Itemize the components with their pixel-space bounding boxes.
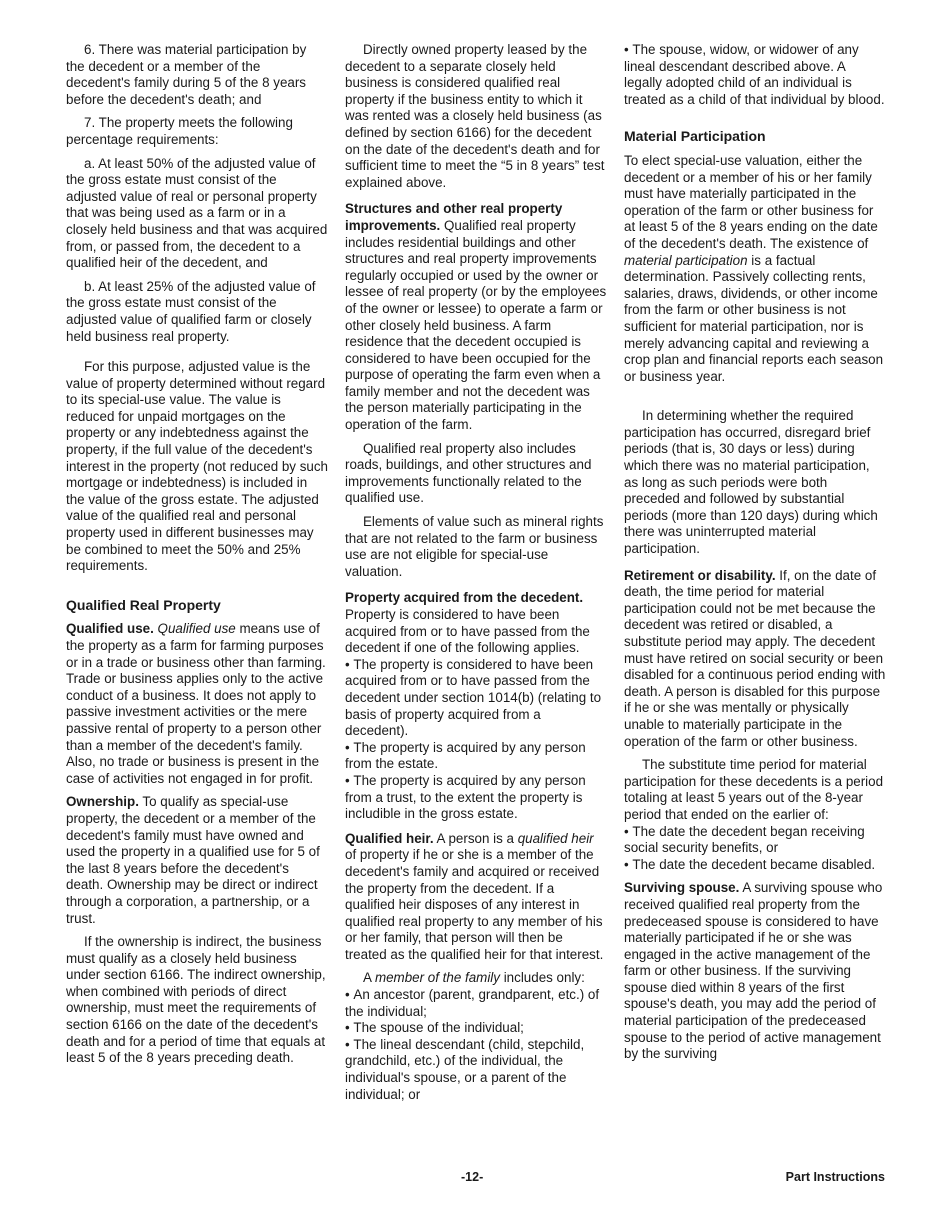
column-2 <box>345 42 607 1103</box>
bullet-item: • The spouse, widow, or widower of any lineal descendant described above. A legally adopted child of an individual is treated as a child of that individual by blood. <box>624 42 886 108</box>
run-in-heading: Structures and other real property improvements. <box>345 201 563 233</box>
paragraph <box>345 831 607 964</box>
bullet-item: • The date the decedent began receiving social security benefits, or <box>624 824 886 857</box>
emphasis: material participation <box>624 252 748 268</box>
paragraph: 7. The property meets the following percentage requirements: <box>66 115 293 147</box>
footer-title: Part Instructions <box>785 1170 885 1184</box>
paragraph <box>66 794 328 927</box>
paragraph: In determining whether the required participation has occurred, disregard brief periods (that is, 30 days or less) during which there was no material participation, as long as such periods were both preceded and followed by substantial periods (more than 120 days) during which there was uninterrupted material participation. <box>624 408 878 557</box>
spacer <box>624 392 886 408</box>
bullet-item: • The property is acquired by any person from a trust, to the extent the property is includible in the gross estate. <box>345 773 607 823</box>
paragraph-text: is a factual determination. Passively collecting rents, salaries, draws, dividends, or other income from the farm or other business is not sufficient for material participation, nor is merely advancing capital and reviewing a crop plan and financial reports each season or business year. <box>624 252 884 384</box>
paragraph <box>624 568 886 751</box>
run-in-heading: Qualified heir. <box>345 830 434 846</box>
run-in-heading: Qualified use. <box>66 621 154 637</box>
paragraph-text: of property if he or she is a member of the decedent's family and acquired or received the property from the decedent. If a qualified heir disposes of any interest in qualified real property to any member of his or her family, that person will then be treated as the qualified heir for that interest. <box>345 847 604 962</box>
paragraph: Elements of value such as mineral rights that are not related to the farm or business use are not eligible for special-use valuation. <box>345 514 604 579</box>
emphasis: qualified heir <box>517 830 594 846</box>
bullet-item: • The lineal descendant (child, stepchild, grandchild, etc.) of the individual, the individual's spouse, or a parent of the individual; or <box>345 1037 607 1103</box>
emphasis: Qualified use <box>157 621 236 637</box>
paragraph: b. At least 25% of the adjusted value of the gross estate must consist of the adjusted value of qualified farm or closely held business real property. <box>66 278 316 344</box>
paragraph-text: A surviving spouse who received qualified real property from the predeceased spouse is considered to have materially participated if he or she was engaged in the active management of the farm or other business. If the surviving spouse died within 8 years of the first spouse's death, you may add the period of material participation of the predeceased spouse to the period of active management by the surviving <box>624 880 883 1062</box>
paragraph-text: A <box>363 970 372 986</box>
bullet-item: • The date the decedent became disabled. <box>624 857 886 874</box>
emphasis: member of the family <box>374 970 500 986</box>
paragraph-text: To qualify as special-use property, the decedent or a member of the decedent's family must have owned and used the property in a qualified use for 5 of the last 8 years before the decedent's death. Ownership may be direct or indirect through a corporation, a partnership, or a trust. <box>66 794 320 926</box>
run-in-heading: Property acquired from the decedent. <box>345 590 584 606</box>
paragraph <box>624 880 886 1063</box>
paragraph-text: Qualified real property includes residential buildings and other structures and real property improvements regularly occupied or used by the owner or lessee of real property (or by the employees of the owner or lessee) to operate a farm or other closely held business. A farm residence that the decedent occupied is considered to have been occupied for the purpose of operating the farm even when a family member and not the decedent was the person materially participating in the operation of the farm. <box>345 217 607 433</box>
bullet-item: • An ancestor (parent, grandparent, etc.) of the individual; <box>345 987 607 1020</box>
section-heading: Qualified Real Property <box>66 596 221 613</box>
paragraph-text: To elect special-use valuation, either the decedent or a member of his or her family must have materially participated in the operation of the farm or other business for at least 5 of the 8 years ending on the date of the decedent's death. The existence of <box>624 152 878 251</box>
paragraph <box>66 621 328 787</box>
paragraph: Qualified real property also includes roads, buildings, and other structures and improvements functionally related to the qualified use. <box>345 440 592 506</box>
page-number: -12- <box>461 1170 484 1184</box>
bullet-item: • The spouse of the individual; <box>345 1020 607 1037</box>
column-3 <box>624 42 886 1070</box>
run-in-heading: Ownership. <box>66 794 139 810</box>
paragraph: If the ownership is indirect, the business must qualify as a closely held business under section 6166. The indirect ownership, when combined with periods of direct ownership, must meet the requirements of section 6166 on the date of the decedent's death and for a period of time that equals at least 5 of the 8 years preceding death. <box>66 934 326 1066</box>
paragraph-text: If, on the date of death, the time period for material participation could not be met because the decedent was retired or disabled, a substitute period may apply. The decedent must have retired on social security or been disabled for a continuous period ending with death. A person is disabled for this purpose if he or she was mentally or physically unable to materially participate in the operation of the farm or other business. <box>624 567 886 749</box>
paragraph: The substitute time period for material participation for these decedents is a period totaling at least 5 years out of the 8-year period that ended on the earlier of: <box>624 757 884 822</box>
column-1 <box>66 42 328 1074</box>
paragraph: Directly owned property leased by the decedent to a separate closely held business is considered qualified real property if the business entity to which it was rented was a closely held business (as defined by section 6166) for the decedent on the date of the decedent's death and for sufficient time to meet the “5 in 8 years” test explained above. <box>345 42 605 190</box>
paragraph-text: means use of the property as a farm for farming purposes or in a trade or business other than farming. Trade or business applies only to the active conduct of a business. It does not apply to passive investment activities or the mere passive rental of property to a person other than a member of the decedent's family. Also, no trade or business is present in the case of activities not engaged in for profit. <box>66 621 326 786</box>
paragraph <box>345 201 607 433</box>
paragraph-text: includes only: <box>503 970 585 986</box>
bullet-item: • The property is acquired by any person from the estate. <box>345 740 607 773</box>
paragraph-text: Property is considered to have been acquired from or to have passed from the decedent if one of the following applies. <box>345 607 590 656</box>
paragraph <box>345 590 607 656</box>
run-in-heading: Retirement or disability. <box>624 567 776 583</box>
paragraph: For this purpose, adjusted value is the value of property determined without regard to its special-use value. The value is reduced for unpaid mortgages on the property or any indebtedness against the property, if the full value of the decedent's interest in the property (not reduced by such mortgage or indebtedness) is included in the value of the gross estate. The adjusted value of the qualified real and personal property used in different businesses may be combined to meet the 50% and 25% requirements. <box>66 359 329 574</box>
run-in-heading: Surviving spouse. <box>624 880 740 896</box>
paragraph-text: A person is a <box>436 830 514 846</box>
paragraph <box>624 153 886 385</box>
bullet-item: • The property is considered to have been acquired from or to have passed from the decedent under section 1014(b) (relating to basis of property acquired from a decedent). <box>345 657 607 740</box>
section-heading: Material Participation <box>624 128 766 145</box>
paragraph: a. At least 50% of the adjusted value of the gross estate must consist of the adjusted value of real or personal property that was being used as a farm or in a closely held business and that was acquired from, or passed from, the decedent to a qualified heir of the decedent, and <box>66 155 328 271</box>
paragraph: 6. There was material participation by the decedent or a member of the decedent's family during 5 of the 8 years before the decedent's death; and <box>66 42 307 107</box>
paragraph <box>345 970 607 987</box>
